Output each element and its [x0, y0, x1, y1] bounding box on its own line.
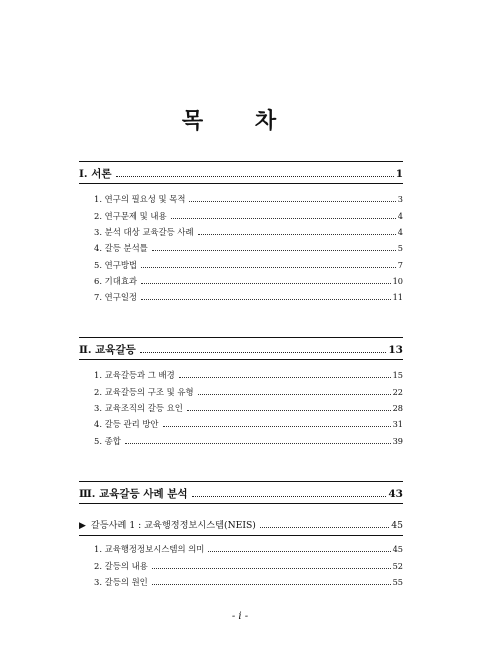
- dot-leader: [189, 201, 395, 202]
- toc-item-label: 2. 교육갈등의 구조 및 유형: [94, 387, 194, 397]
- toc-item[interactable]: [94, 418, 403, 430]
- toc-item-label: 3. 교육조직의 갈등 요인: [94, 403, 183, 413]
- toc-item-label: 2. 연구문제 및 내용: [94, 211, 167, 221]
- toc-item-label: 5. 종합: [94, 436, 121, 446]
- toc-item-label: 1. 연구의 필요성 및 목적: [94, 194, 186, 204]
- toc-page-number: 28: [392, 403, 403, 413]
- toc-section-3[interactable]: [79, 486, 403, 501]
- toc-item-label: 1. 교육갈등과 그 배경: [94, 370, 175, 380]
- dot-leader: [125, 443, 391, 444]
- toc-section-label: Ⅲ. 교육갈등 사례 분석: [79, 488, 188, 500]
- dot-leader: [152, 250, 396, 251]
- dot-leader: [140, 352, 387, 353]
- toc-item[interactable]: [94, 402, 403, 414]
- toc-item-label: 5. 연구방법: [94, 260, 138, 270]
- section-divider: [79, 183, 403, 184]
- toc-page-number: 7: [397, 260, 403, 270]
- dot-leader: [163, 426, 391, 427]
- toc-page-number: 11: [392, 292, 403, 302]
- toc-item-label: 3. 분석 대상 교육갈등 사례: [94, 227, 194, 237]
- toc-case-label: 갈등사례 1 : 교육행정정보시스템(NEIS): [90, 520, 256, 531]
- dot-leader: [141, 267, 396, 268]
- toc-page-number: 13: [388, 344, 403, 356]
- toc-page-number: 45: [392, 544, 403, 554]
- toc-section-1[interactable]: [79, 166, 403, 181]
- dot-leader: [116, 176, 394, 177]
- toc-item[interactable]: [94, 543, 403, 555]
- page-title: 목 차: [181, 108, 299, 134]
- dot-leader: [152, 584, 391, 585]
- dot-leader: [152, 568, 391, 569]
- dot-leader: [260, 527, 389, 528]
- dot-leader: [198, 234, 396, 235]
- toc-item[interactable]: [94, 291, 403, 303]
- dot-leader: [179, 377, 391, 378]
- toc-page-number: 4: [397, 211, 403, 221]
- dot-leader: [141, 299, 391, 300]
- dot-leader: [198, 394, 391, 395]
- toc-item-label: 3. 갈등의 원인: [94, 577, 148, 587]
- toc-item[interactable]: [94, 435, 403, 447]
- toc-page-number: 1: [395, 168, 403, 180]
- toc-page-number: 10: [392, 276, 403, 286]
- toc-page-number: 22: [392, 387, 403, 397]
- toc-item-label: 2. 갈등의 내용: [94, 561, 148, 571]
- toc-item[interactable]: [94, 259, 403, 271]
- toc-page-number: 52: [392, 561, 403, 571]
- toc-page-number: 5: [397, 243, 403, 253]
- toc-page-number: 15: [392, 370, 403, 380]
- section-divider: [79, 161, 403, 162]
- toc-page-number: 55: [392, 577, 403, 587]
- triangle-right-icon: ▶: [79, 521, 86, 531]
- toc-item[interactable]: [94, 193, 403, 205]
- toc-section-label: Ⅰ. 서론: [79, 168, 112, 180]
- toc-item[interactable]: [94, 576, 403, 588]
- toc-section-label: Ⅱ. 교육갈등: [79, 344, 136, 356]
- dot-leader: [141, 283, 391, 284]
- toc-page-number: 39: [392, 436, 403, 446]
- section-divider: [79, 503, 403, 504]
- dot-leader: [171, 218, 396, 219]
- toc-item[interactable]: [94, 275, 403, 287]
- section-divider: [79, 359, 403, 360]
- toc-item-label: 1. 교육행정정보시스템의 의미: [94, 544, 205, 554]
- dot-leader: [208, 551, 390, 552]
- toc-item[interactable]: [94, 210, 403, 222]
- section-divider: [79, 481, 403, 482]
- toc-page-number: 4: [397, 227, 403, 237]
- toc-item-label: 6. 기대효과: [94, 276, 138, 286]
- toc-page-number: 43: [388, 488, 403, 500]
- section-divider: [79, 337, 403, 338]
- toc-item-label: 4. 갈등 관리 방안: [94, 419, 159, 429]
- page-footer-number: - i -: [231, 611, 249, 622]
- toc-item[interactable]: [94, 242, 403, 254]
- toc-page-number: 3: [397, 194, 403, 204]
- toc-section-2[interactable]: [79, 342, 403, 357]
- toc-case-study[interactable]: [79, 517, 403, 531]
- toc-page-number: 45: [391, 520, 403, 531]
- dot-leader: [187, 410, 391, 411]
- toc-item[interactable]: [94, 560, 403, 572]
- toc-item-label: 7. 연구일정: [94, 292, 138, 302]
- toc-item-label: 4. 갈등 분석틀: [94, 243, 148, 253]
- toc-item[interactable]: [94, 369, 403, 381]
- toc-item[interactable]: [94, 386, 403, 398]
- toc-page-number: 31: [392, 419, 403, 429]
- section-divider: [79, 535, 403, 536]
- toc-item[interactable]: [94, 226, 403, 238]
- dot-leader: [192, 496, 387, 497]
